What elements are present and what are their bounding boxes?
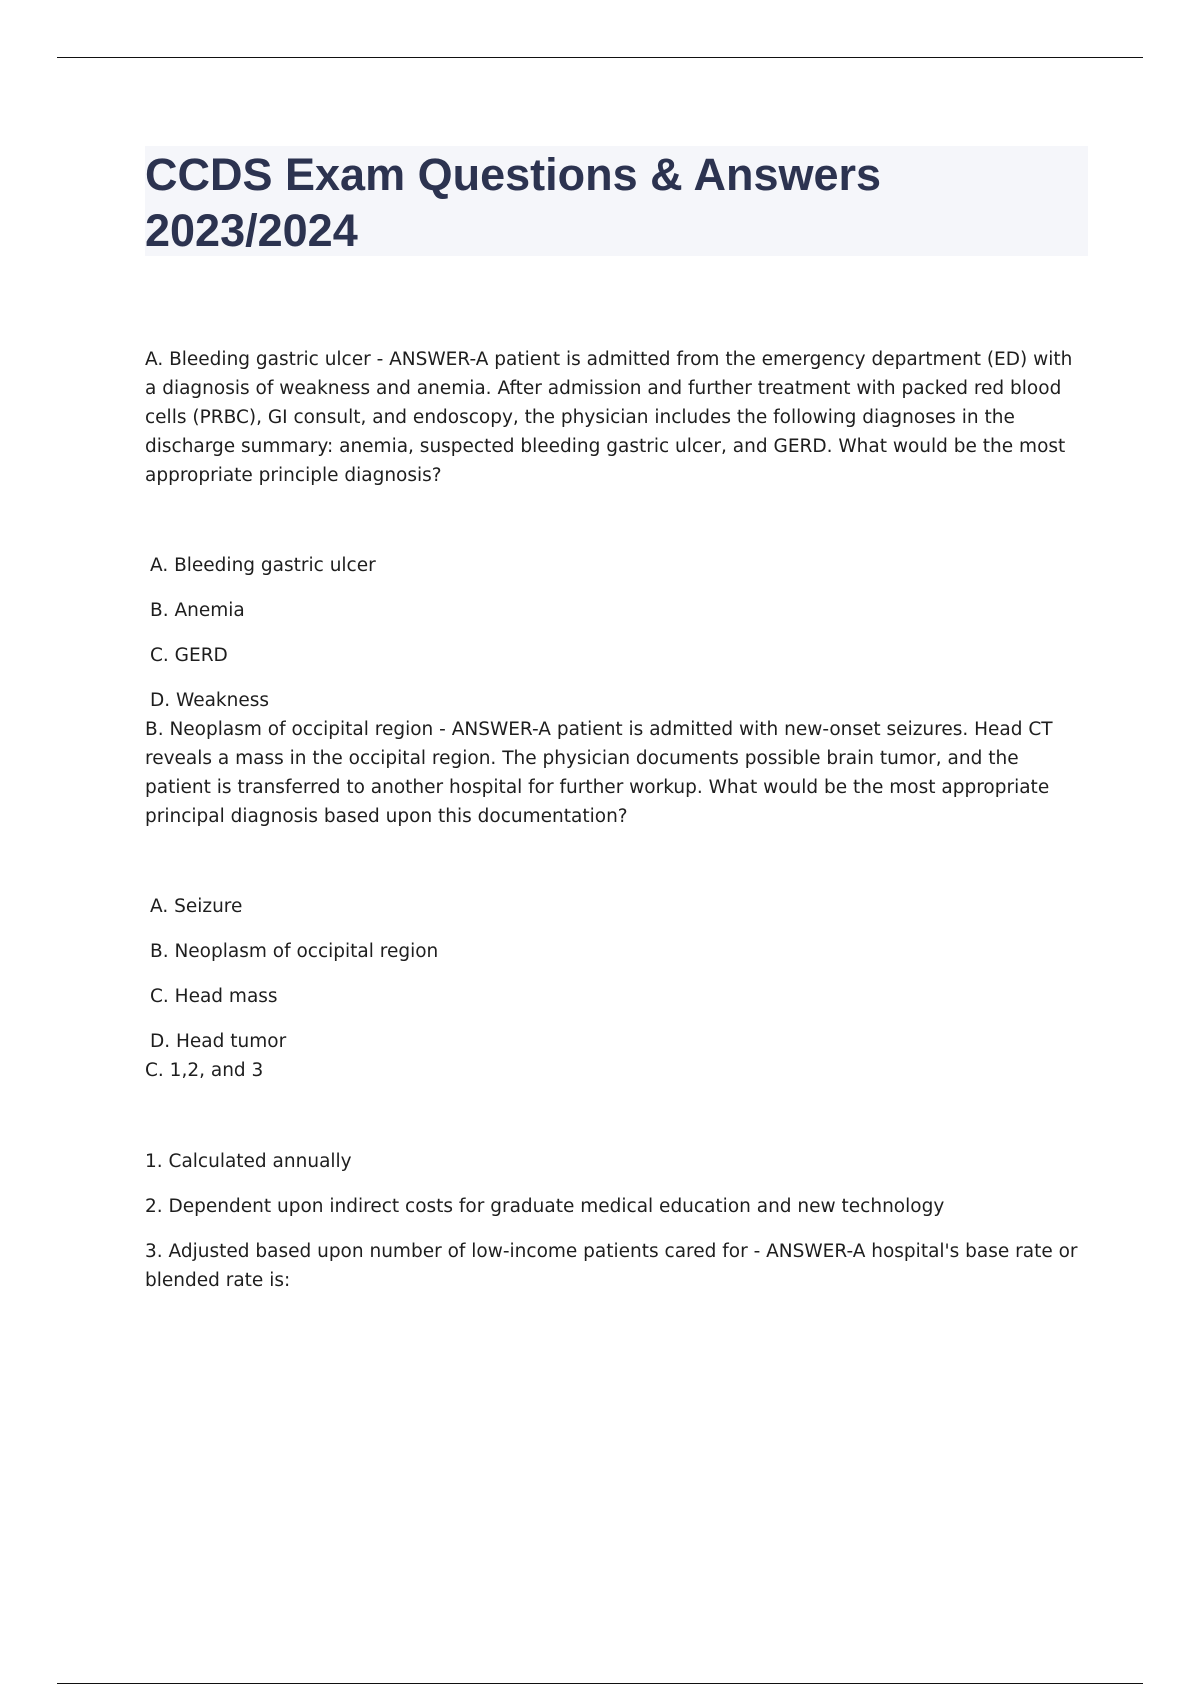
question-2-option-d: D. Head tumor: [150, 1031, 287, 1052]
question-1-option-d: D. Weakness: [150, 690, 270, 711]
question-2-option-a: A. Seizure: [150, 896, 243, 917]
title-block: [145, 146, 1088, 256]
question-3-item-2: 2. Dependent upon indirect costs for graduate medical education and new technology: [145, 1196, 945, 1217]
question-2-text: B. Neoplasm of occipital region - ANSWER-A patient is admitted with new-onset seizures. Head CT reveals a mass in the occipital region. The physician documents possible brain tumor, and the patient is transferred to another hospital for further workup. What would be the most appropriate principal diagnosis based upon this documentation?: [145, 719, 1053, 827]
question-1-options: [145, 551, 1080, 715]
top-rule: [57, 57, 1143, 58]
question-2-option-b: B. Neoplasm of occipital region: [150, 941, 439, 962]
question-3-answer: C. 1,2, and 3: [145, 1060, 264, 1081]
bottom-rule: [57, 1683, 1143, 1684]
question-1-option-c: C. GERD: [150, 645, 228, 666]
question-3-item-1: 1. Calculated annually: [145, 1151, 352, 1172]
document-title: CCDS Exam Questions & Answers 2023/2024: [145, 149, 882, 256]
question-2-option-c: C. Head mass: [150, 986, 278, 1007]
question-1-option-a: A. Bleeding gastric ulcer: [150, 555, 376, 576]
document-body: [145, 345, 1080, 1295]
question-1-option-b: B. Anemia: [150, 600, 245, 621]
question-3-items: [145, 1147, 1080, 1295]
question-2-options: [145, 892, 1080, 1056]
question-1-text: A. Bleeding gastric ulcer - ANSWER-A patient is admitted from the emergency department (ED) with a diagnosis of weakness and anemia. After admission and further treatment with packed red blood cells (PRBC), GI consult, and endoscopy, the physician includes the following diagnoses in the discharge summary: anemia, suspected bleeding gastric ulcer, and GERD. What would be the most appropriate principle diagnosis?: [145, 349, 1073, 486]
question-3-item-3: 3. Adjusted based upon number of low-income patients cared for - ANSWER-A hospital's base rate or blended rate is:: [145, 1241, 1078, 1291]
